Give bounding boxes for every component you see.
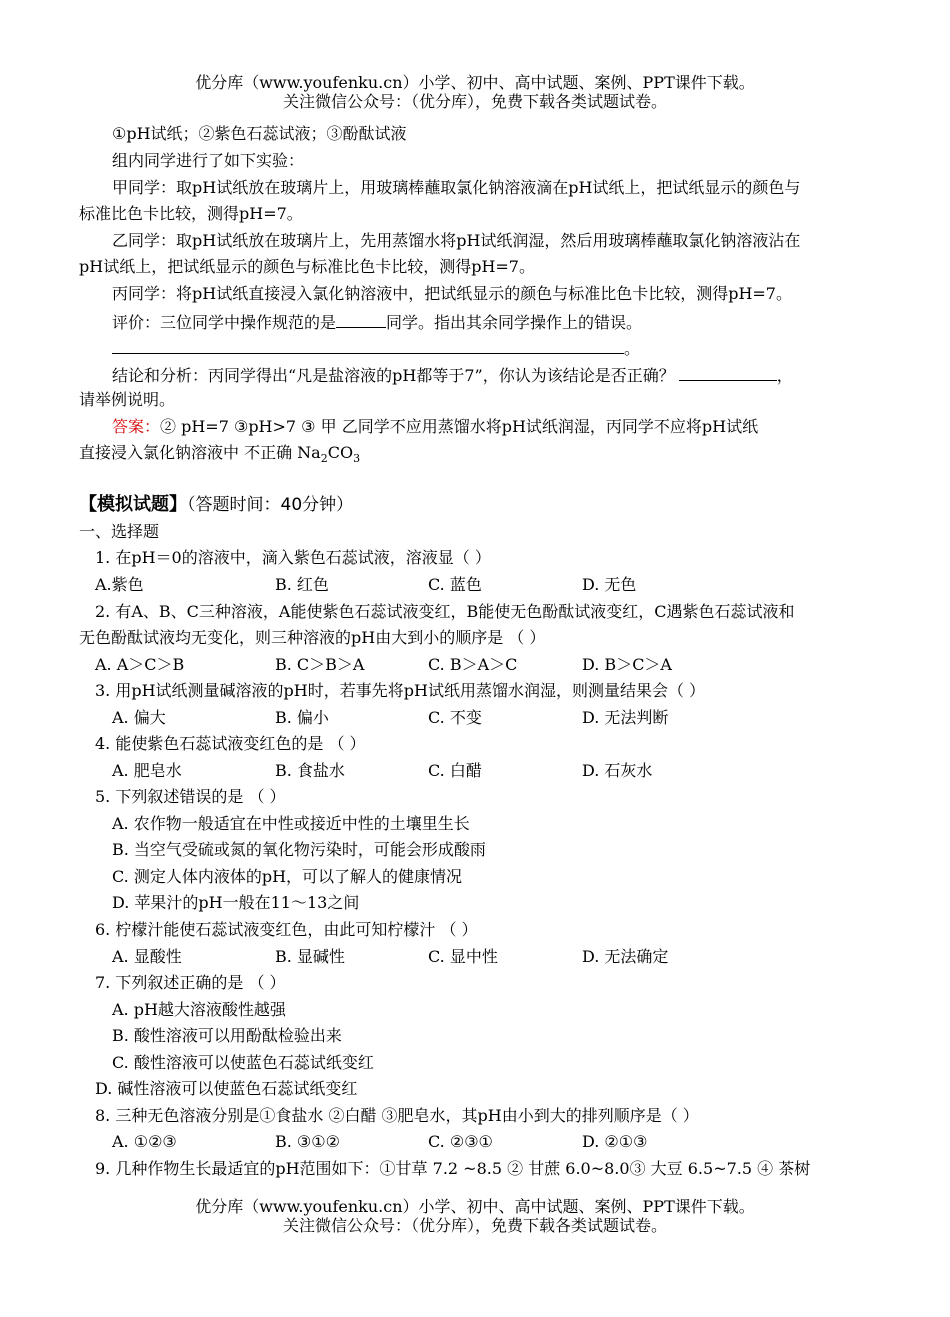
q4-option-c[interactable]: C. 白醋: [428, 761, 482, 780]
q1-option-d[interactable]: D. 无色: [582, 575, 637, 594]
q7-option-c[interactable]: C. 酸性溶液可以使蓝色石蕊试纸变红: [112, 1053, 374, 1072]
q4-option-a[interactable]: A. 肥皂水: [112, 761, 182, 780]
answer-line-1: [112, 417, 758, 437]
materials-line: ①pH试纸；②紫色石蕊试液；③酚酞试液: [112, 124, 407, 143]
question-4-stem: 4. 能使紫色石蕊试液变红色的是 （ ）: [95, 734, 366, 753]
q2-option-a[interactable]: A. A＞C＞B: [95, 655, 185, 674]
group-line: 组内同学进行了如下实验：: [112, 151, 305, 170]
answer-subscript-2: 2: [320, 452, 328, 465]
answer-text-1: ② pH=7 ③pH>7 ③ 甲 乙同学不应用蒸馏水将pH试纸润湿，丙同学不应将pH试纸: [160, 417, 759, 436]
q7-option-b[interactable]: B. 酸性溶液可以用酚酞检验出来: [112, 1026, 342, 1045]
q3-option-a[interactable]: A. 偏大: [112, 708, 166, 727]
jia-line-1: 甲同学：取pH试纸放在玻璃片上，用玻璃棒蘸取氯化钠溶液滴在pH试纸上，把试纸显示的颜色与: [112, 178, 801, 197]
yi-line-1: 乙同学：取pH试纸放在玻璃片上，先用蒸馏水将pH试纸润湿，然后用玻璃棒蘸取氯化钠溶液沾在: [112, 231, 801, 250]
page-footer-line-1: 优分库（www.youfenku.cn）小学、初中、高中试题、案例、PPT课件下载。: [195, 1197, 755, 1216]
evaluation-answer-line: [112, 337, 640, 359]
q2-option-b[interactable]: B. C＞B＞A: [275, 655, 365, 674]
question-7-stem: 7. 下列叙述正确的是 （ ）: [95, 973, 286, 992]
answer-blank-3[interactable]: [679, 364, 777, 381]
q5-option-d[interactable]: D. 苹果汁的pH一般在11～13之间: [112, 893, 360, 912]
q8-option-d[interactable]: D. ②①③: [582, 1132, 648, 1151]
q1-option-b[interactable]: B. 红色: [275, 575, 329, 594]
jia-line-2: 标准比色卡比较，测得pH=7。: [79, 204, 303, 223]
bing-line: 丙同学：将pH试纸直接浸入氯化钠溶液中，把试纸显示的颜色与标准比色卡比较，测得pH=7。: [112, 284, 792, 303]
page-header-line-1: 优分库（www.youfenku.cn）小学、初中、高中试题、案例、PPT课件下载。: [195, 73, 755, 92]
answer-blank-2[interactable]: [112, 337, 624, 354]
question-5-stem: 5. 下列叙述错误的是 （ ）: [95, 787, 286, 806]
question-2-stem-cont: 无色酚酞试液均无变化，则三种溶液的pH由大到小的顺序是 （ ）: [79, 628, 546, 647]
q4-option-b[interactable]: B. 食盐水: [275, 761, 345, 780]
q1-option-a[interactable]: A.紫色: [95, 575, 144, 594]
answer-label: 答案：: [112, 417, 161, 436]
conclusion-end: ，: [776, 366, 793, 385]
q8-option-b[interactable]: B. ③①②: [275, 1132, 340, 1151]
q6-option-a[interactable]: A. 显酸性: [112, 947, 182, 966]
q5-option-a[interactable]: A. 农作物一般适宜在中性或接近中性的土壤里生长: [112, 814, 470, 833]
q7-option-a[interactable]: A. pH越大溶液酸性越强: [112, 1000, 286, 1019]
q5-option-b[interactable]: B. 当空气受硫或氮的氧化物污染时，可能会形成酸雨: [112, 840, 486, 859]
section-title: 【模拟试题】: [79, 494, 187, 515]
q3-option-c[interactable]: C. 不变: [428, 708, 482, 727]
q3-option-d[interactable]: D. 无法判断: [582, 708, 669, 727]
q7-option-d[interactable]: D. 碱性溶液可以使蓝色石蕊试纸变红: [95, 1079, 358, 1098]
q5-option-c[interactable]: C. 测定人体内液体的pH，可以了解人的健康情况: [112, 867, 463, 886]
q8-option-c[interactable]: C. ②③①: [428, 1132, 493, 1151]
section-time: （答题时间：40分钟）: [187, 495, 354, 515]
question-6-stem: 6. 柠檬汁能使石蕊试液变红色，由此可知柠檬汁 （ ）: [95, 920, 478, 939]
q6-option-b[interactable]: B. 显碱性: [275, 947, 345, 966]
q8-option-a[interactable]: A. ①②③: [112, 1132, 177, 1151]
question-3-stem: 3. 用pH试纸测量碱溶液的pH时，若事先将pH试纸用蒸馏水润湿，则测量结果会（ ）: [95, 681, 706, 700]
evaluation-suffix: 同学。指出其余同学操作上的错误。: [386, 313, 643, 332]
q2-option-d[interactable]: D. B＞C＞A: [582, 655, 672, 674]
conclusion-line-2: 请举例说明。: [79, 390, 176, 409]
answer-text-2: 直接浸入氯化钠溶液中 不正确 Na: [79, 443, 321, 462]
answer-blank-1[interactable]: [336, 311, 386, 328]
evaluation-prefix: 评价：三位同学中操作规范的是: [112, 313, 337, 332]
page-footer-line-2: 关注微信公众号：（优分库），免费下载各类试题试卷。: [282, 1216, 667, 1235]
question-9-stem: 9. 几种作物生长最适宜的pH范围如下：①甘草 7.2 ~8.5 ② 甘蔗 6.0~8.0③ 大豆 6.5~7.5 ④ 茶树: [95, 1159, 811, 1178]
yi-line-2: pH试纸上，把试纸显示的颜色与标准比色卡比较，测得pH=7。: [79, 257, 535, 276]
q6-option-d[interactable]: D. 无法确定: [582, 947, 669, 966]
page-header-line-2: 关注微信公众号：（优分库），免费下载各类试题试卷。: [282, 92, 667, 111]
conclusion-line-1: [112, 364, 793, 386]
q3-option-b[interactable]: B. 偏小: [275, 708, 329, 727]
question-2-stem: 2. 有A、B、C三种溶液，A能使紫色石蕊试液变红，B能使无色酚酞试液变红，C遇紫色石蕊试液和: [95, 602, 795, 621]
q6-option-c[interactable]: C. 显中性: [428, 947, 498, 966]
question-8-stem: 8. 三种无色溶液分别是①食盐水 ②白醋 ③肥皂水，其pH由小到大的排列顺序是（ ）: [95, 1106, 699, 1125]
answer-subscript-3: 3: [353, 452, 361, 465]
part-heading: 一、选择题: [79, 522, 160, 541]
evaluation-end: 。: [624, 339, 641, 358]
conclusion-text: 结论和分析：丙同学得出“凡是盐溶液的pH都等于7”，你认为该结论是否正确？: [112, 366, 675, 385]
question-1-stem: 1. 在pH＝0的溶液中，滴入紫色石蕊试液，溶液显（ ）: [95, 548, 491, 567]
section-heading: [79, 493, 353, 517]
q2-option-c[interactable]: C. B＞A＞C: [428, 655, 518, 674]
q1-option-c[interactable]: C. 蓝色: [428, 575, 482, 594]
answer-line-2: [79, 443, 360, 465]
answer-co: CO: [327, 443, 354, 462]
evaluation-line: [112, 311, 642, 333]
q4-option-d[interactable]: D. 石灰水: [582, 761, 653, 780]
